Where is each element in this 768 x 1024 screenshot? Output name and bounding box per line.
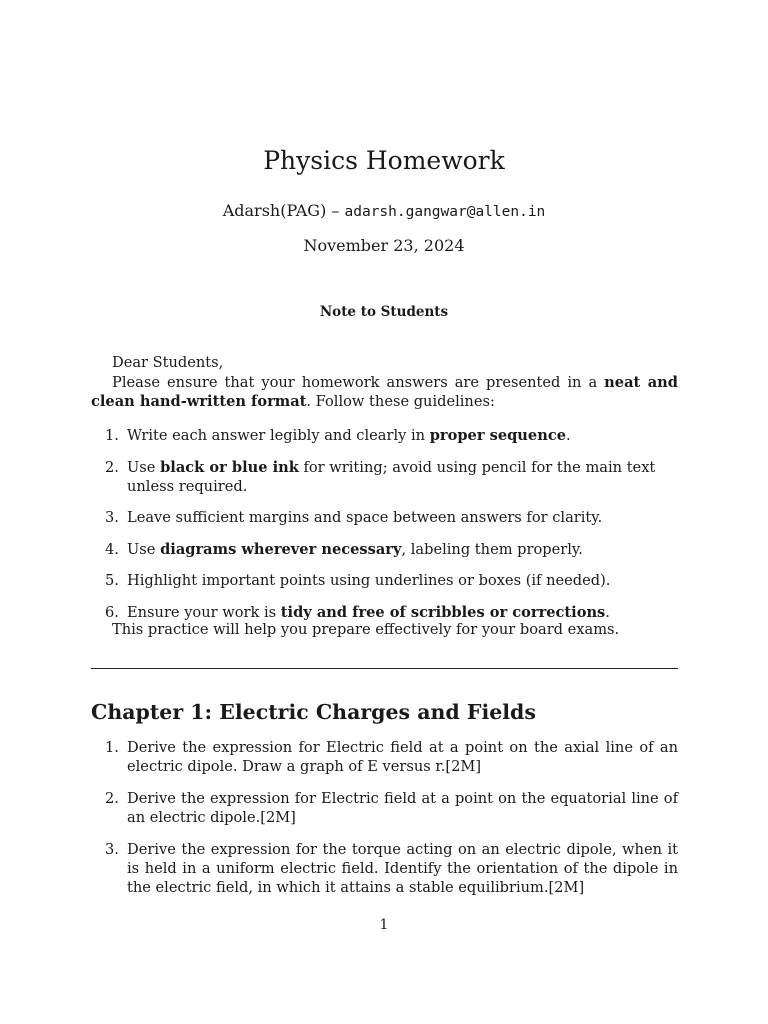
note-intro [91, 373, 678, 411]
list-number: 1. [105, 427, 119, 444]
document-date: November 23, 2024 [303, 236, 465, 255]
guideline-item [91, 603, 678, 622]
section-divider [91, 668, 678, 669]
page-number: 1 [379, 917, 389, 933]
question-text: Derive the expression for the torque acting on an electric dipole, when it is held in a uniform electric field. Identify the orientation of the dipole in the electric field, in which it attains a stable equilibrium.[2M] [127, 841, 678, 896]
question-text: Derive the expression for Electric field at a point on the equatorial line of an electric dipole.[2M] [127, 790, 678, 826]
note-heading: Note to Students [319, 304, 449, 320]
question-text: Derive the expression for Electric field at a point on the axial line of an electric dipole. Draw a graph of E versus r.[2M] [127, 739, 678, 775]
list-number: 1. [105, 739, 119, 756]
author-line [0, 201, 768, 220]
guideline-emphasis: proper sequence [429, 427, 566, 444]
author-name: Adarsh(PAG) – [222, 201, 345, 220]
guideline-text-end: for writing; avoid using pencil for the main text unless required. [127, 458, 656, 495]
guideline-text: Write each answer legibly and clearly in [127, 427, 430, 444]
guideline-text-end: , labeling them properly. [401, 540, 583, 558]
guideline-item [91, 426, 678, 445]
question-item [91, 738, 678, 776]
guideline-item [91, 571, 678, 590]
guideline-emphasis: diagrams wherever necessary [160, 540, 402, 558]
guideline-emphasis: tidy and free of scribbles or corrections [280, 603, 606, 621]
chapter-heading: Chapter 1: Electric Charges and Fields [91, 700, 536, 724]
guideline-item [91, 458, 678, 496]
guideline-item [91, 508, 678, 527]
guideline-text: Use [127, 540, 161, 558]
guideline-text: Leave sufficient margins and space between answers for clarity. [127, 509, 603, 526]
note-intro-text-end: . Follow these guidelines: [306, 393, 495, 410]
list-number: 2. [105, 458, 119, 476]
note-intro-text: Please ensure that your homework answers are presented in a [112, 374, 605, 391]
guideline-text: Ensure your work is [127, 603, 281, 621]
list-number: 5. [105, 572, 119, 589]
guideline-item [91, 540, 678, 559]
author-email: adarsh.gangwar@allen.in [344, 204, 546, 220]
list-number: 2. [105, 790, 119, 807]
list-number: 3. [105, 841, 119, 858]
guideline-text: Use [127, 458, 161, 476]
guideline-text: Highlight important points using underlines or boxes (if needed). [127, 572, 611, 589]
question-item [91, 840, 678, 897]
guideline-text-end: . [566, 427, 571, 444]
guideline-text-end: . [605, 603, 610, 621]
list-number: 3. [105, 509, 119, 526]
guideline-emphasis: black or blue ink [160, 458, 299, 476]
list-number: 6. [105, 603, 119, 621]
question-item [91, 789, 678, 827]
note-closing: This practice will help you prepare effectively for your board exams. [112, 621, 620, 638]
note-intro-emphasis: neat and clean hand-written format [91, 374, 678, 410]
questions-list [91, 738, 678, 910]
document-title: Physics Homework [263, 146, 505, 175]
guidelines-list [91, 426, 678, 634]
list-number: 4. [105, 540, 119, 558]
note-salutation: Dear Students, [112, 354, 224, 371]
